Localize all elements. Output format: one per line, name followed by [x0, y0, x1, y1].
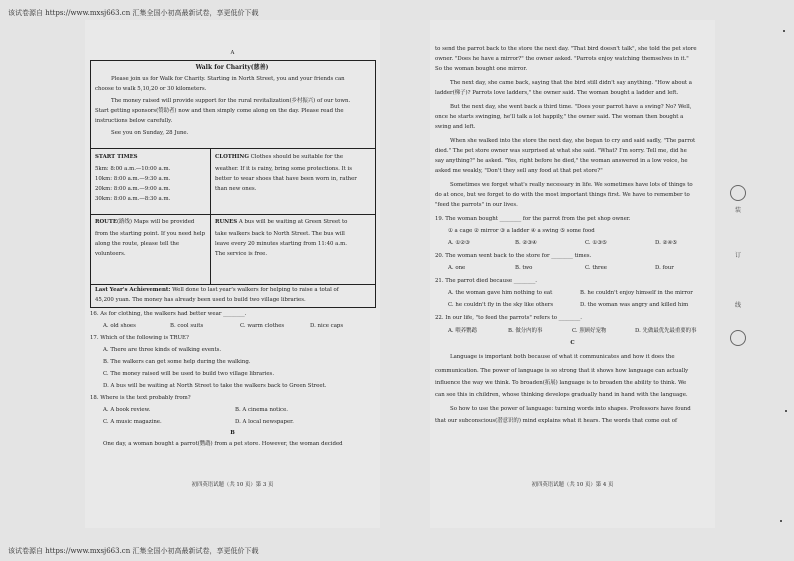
achievement-label: Last Year's Achievement:	[95, 287, 171, 293]
q16-option-a: A. old shoes	[103, 323, 136, 329]
q17-option-a: A. There are three kinds of walking events.	[103, 347, 222, 353]
start-time-10km: 10km: 8:00 a.m.—9:30 a.m.	[95, 176, 171, 182]
route-line-1	[95, 219, 194, 226]
passage-c-line: So how to use the power of language: turning words into shapes. Professors have found	[450, 406, 691, 412]
route-line-3: along the route, please tell the	[95, 241, 180, 247]
q18-option-b: B. A cinema notice.	[235, 407, 288, 413]
passage-c-line: Language is important both because of what it communicates and how it does the	[450, 354, 675, 360]
q16-option-d: D. nice caps	[310, 323, 344, 329]
q22-option-b: B. 做分内的事	[508, 328, 543, 334]
runes-text: A bus will be waiting at Green Street to	[237, 219, 348, 225]
q21-option-c: C. he couldn't fly in the sky like others	[448, 302, 554, 308]
question-20: 20. The woman went back to the store for ________ times.	[435, 253, 592, 259]
passage-b-line: died." The pet store owner was surprised at what she said. "What? I'm sorry. Tell me, did he	[435, 148, 687, 154]
runes-label: RUNES	[215, 219, 238, 225]
binding-hole-mark	[730, 185, 746, 201]
passage-b-line: swing and left.	[435, 124, 476, 130]
right-page	[430, 20, 715, 528]
notice-money-3: instructions below carefully.	[95, 118, 173, 124]
start-time-30km: 30km: 8:00 a.m.—8:30 a.m.	[95, 196, 171, 202]
notice-intro-1: Please join us for Walk for Charity. Starting in North Street, you and your friends can	[111, 76, 345, 82]
q18-option-c: C. A music magazine.	[103, 419, 162, 425]
route-line-4: volunteers.	[95, 251, 126, 257]
q19-option-d: D. ②④⑤	[655, 240, 678, 246]
scan-speckle	[785, 410, 787, 412]
q21-option-a: A. the woman gave him nothing to eat	[448, 290, 553, 296]
start-time-5km: 5km: 8:00 a.m.—10:00 a.m.	[95, 166, 171, 172]
question-16: 16. As for clothing, the walkers had better wear ________.	[90, 311, 247, 317]
q22-option-a: A. 喂养鹦鹉	[448, 328, 477, 334]
q17-option-c: C. The money raised will be used to build two village libraries.	[103, 371, 275, 377]
passage-b-line: to send the parrot back to the store the next day. "That bird doesn't talk", she told the pet store	[435, 46, 697, 52]
passage-b-line: "feed the parrots" in our lives.	[435, 202, 518, 208]
question-18: 18. Where is the text probably from?	[90, 395, 191, 401]
achievement-text: Well done to last year's walkers for helping to raise a total of	[170, 287, 339, 293]
q18-option-d: D. A local newspaper.	[235, 419, 294, 425]
q19-option-a: A. ①②③	[448, 240, 470, 246]
q22-option-c: C. 照顾好宠物	[572, 328, 607, 334]
runes-line-3: leave every 20 minutes starting from 11:40 a.m.	[215, 241, 347, 247]
achievement-line-1	[95, 287, 339, 294]
passage-b-line-1: One day, a woman bought a parrot(鹦鹉) from a pet store. However, the woman decided	[103, 441, 343, 447]
q20-option-d: D. four	[655, 265, 674, 271]
passage-b-line: do at once, but we forget to do with the most important things first. We have to remember to	[435, 192, 690, 198]
clothing-line-1	[215, 154, 343, 161]
q19-option-c: C. ①③⑤	[585, 240, 607, 246]
route-line-2: from the starting point. If you need help	[95, 231, 206, 237]
divider	[90, 214, 375, 215]
passage-b-line: once he starts swinging, he'll talk a lot happily," the owner said. The woman then bought a	[435, 114, 684, 120]
passage-b-line: Sometimes we forget what's really necessary in life. We sometimes have lots of things to	[450, 182, 693, 188]
passage-b-line: But the next day, she went back a third time. "Does your parrot have a swing? No? Well,	[450, 104, 692, 110]
clothing-line-4: than new ones.	[215, 186, 257, 192]
route-text: (路线) Maps will be provided	[117, 219, 195, 225]
passage-b-line: owner. "Does he have a mirror?" the owner asked. "Parrots enjoy watching themselves in it."	[435, 56, 689, 62]
divider	[90, 148, 375, 149]
notice-money-2: Start getting sponsors(赞助者) now and then simply come along on the day. Please read the	[95, 108, 344, 114]
watermark-bottom: 该试卷源自 https://www.mxsj663.cn 汇集全国小初高最新试卷，享更低价下载	[8, 547, 259, 555]
clothing-line-3: better to wear shoes that have been worn in, rather	[215, 176, 357, 182]
page-footer-4: 初四英语试题（共 10 页）第 4 页	[531, 482, 614, 488]
runes-line-2: take walkers back to North Street. The bus will	[215, 231, 345, 237]
q16-option-c: C. warm clothes	[240, 323, 285, 329]
notice-intro-2: choose to walk 5,10,20 or 30 kilometers.	[95, 86, 207, 92]
passage-b-line: say anything?" he asked. "Yes, right before he died," the woman answered in a low voice, he	[435, 158, 688, 164]
passage-c-line: influence the way we think. To broaden(拓展) language is to broaden the ability to think. We	[435, 380, 687, 386]
passage-b-line: asked me weakly, "Don't they sell any food at that pet store?"	[435, 168, 603, 174]
notice-date: See you on Sunday, 28 June.	[111, 130, 189, 136]
page-footer-3: 初四英语试题（共 10 页）第 3 页	[191, 482, 274, 488]
passage-c-line: that our subconscious(潜意识的) mind explains what it hears. The words that come out of	[435, 418, 678, 424]
q20-option-c: C. three	[585, 265, 607, 271]
runes-line-4: The service is free.	[215, 251, 268, 257]
q22-option-d: D. 先做最优先最重要的事	[635, 328, 697, 334]
scan-speckle	[783, 30, 785, 32]
scan-speckle	[780, 520, 782, 522]
section-c-label: C	[570, 340, 575, 346]
passage-b-line: So the woman bought one mirror.	[435, 66, 528, 72]
q17-option-d: D. A bus will be waiting at North Street to take the walkers back to Green Street.	[103, 383, 327, 389]
start-times-title: START TIMES	[95, 154, 138, 160]
q16-option-b: B. cool suits	[170, 323, 204, 329]
question-21: 21. The parrot died because ________.	[435, 278, 538, 284]
question-17: 17. Which of the following is TRUE?	[90, 335, 189, 341]
section-a-label: A	[230, 50, 235, 56]
q20-option-a: A. one	[448, 265, 466, 271]
margin-char: 订	[735, 252, 742, 259]
left-page	[85, 20, 380, 528]
passage-b-line: ladder(梯子)? Parrots love ladders," the owner said. The woman bought a ladder and left.	[435, 90, 679, 96]
margin-char: 装	[735, 207, 742, 214]
passage-b-line: When she walked into the store the next day, she began to cry and said sadly, "The parrot	[450, 138, 696, 144]
q19-option-b: B. ②③④	[515, 240, 537, 246]
q21-option-b: B. he couldn't enjoy himself in the mirror	[580, 290, 693, 296]
margin-char: 线	[735, 302, 742, 309]
passage-b-line: The next day, she came back, saying that the bird still didn't say anything. "How about a	[450, 80, 693, 86]
binding-hole-mark	[730, 330, 746, 346]
watermark-top: 该试卷源自 https://www.mxsj663.cn 汇集全国小初高最新试卷，享更低价下载	[8, 9, 259, 17]
q19-items: ① a cage ② mirror ③ a ladder ④ a swing ⑤ some food	[448, 228, 595, 234]
clothing-label: CLOTHING	[215, 154, 249, 160]
q17-option-b: B. The walkers can get some help during the walking.	[103, 359, 251, 365]
start-time-20km: 20km: 8:00 a.m.—9:00 a.m.	[95, 186, 171, 192]
passage-c-line: can see this in children, whose thinking develops gradually hand in hand with the language.	[435, 392, 688, 398]
clothing-line-2: weather. If it is rainy, bring some protections. It is	[215, 166, 353, 172]
question-19: 19. The woman bought ________ for the parrot from the pet shop owner.	[435, 216, 631, 222]
divider	[210, 148, 211, 284]
achievement-line-2: 45,200 yuan. The money has already been used to build two village libraries.	[95, 297, 306, 303]
notice-money-1: The money raised will provide support for the rural revitalization(乡村振兴) of our town.	[111, 98, 351, 104]
section-b-label: B	[230, 430, 235, 436]
q21-option-d: D. the woman was angry and killed him	[580, 302, 689, 308]
passage-c-line: communication. The power of language is so strong that it shows how language can actually	[435, 368, 689, 374]
route-label: ROUTE	[95, 219, 117, 225]
q18-option-a: A. A book review.	[103, 407, 151, 413]
question-22: 22. In our life, "to feed the parrots" refers to ________.	[435, 315, 582, 321]
clothing-text: Clothes should be suitable for the	[248, 154, 344, 160]
notice-title: Walk for Charity(慈善)	[195, 64, 269, 71]
runes-line-1	[215, 219, 347, 226]
divider	[90, 284, 375, 285]
q20-option-b: B. two	[515, 265, 533, 271]
